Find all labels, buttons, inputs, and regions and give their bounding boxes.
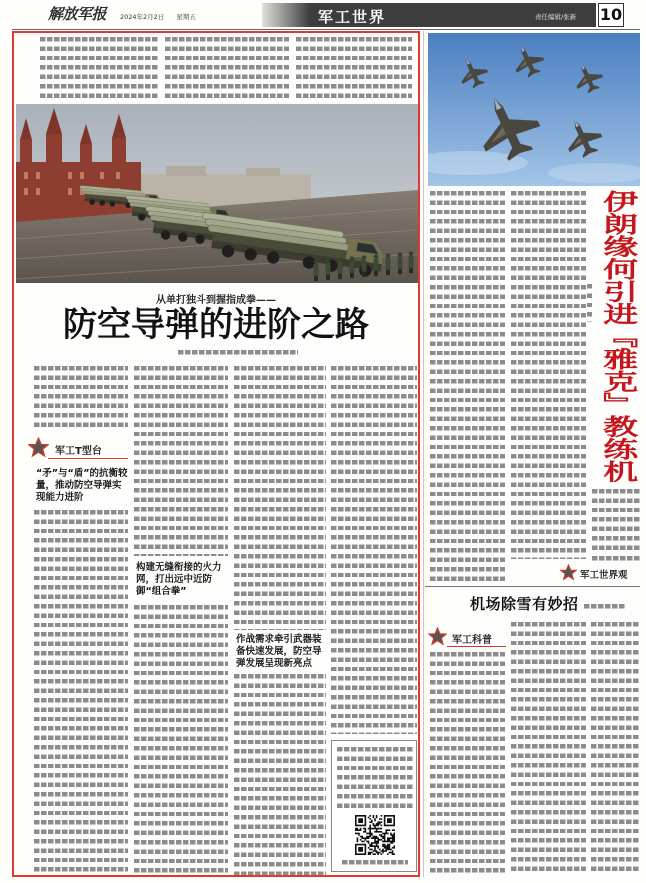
intro-text-col-2 (165, 37, 289, 101)
page-number: 10 (598, 3, 624, 27)
body-text (430, 652, 505, 875)
newspaper-logo: 解放军报 (48, 5, 107, 23)
issue-weekday: 星期五 (176, 13, 196, 21)
photo-caption (592, 556, 640, 561)
body-text (134, 366, 228, 556)
info-box-text (337, 747, 413, 809)
body-text (511, 191, 586, 559)
subhead-2: 构建无缝衔接的火力网，打出远中近防御“组合拳” (136, 562, 222, 597)
article-byline (178, 350, 298, 355)
section-separator (425, 586, 640, 587)
body-text (134, 605, 228, 875)
body-text (34, 366, 128, 432)
column-label-text: 军工世界观 (580, 570, 628, 581)
missile-parade-photo (16, 104, 418, 283)
star-icon (28, 437, 49, 458)
right-article-byline (587, 284, 592, 322)
bottom-article-byline (584, 604, 626, 609)
intro-text-col-3 (296, 37, 412, 101)
body-text (592, 489, 640, 552)
right-article-headline: 伊朗缘何引进『雅克』教练机 (597, 190, 638, 483)
body-text (234, 366, 326, 630)
section-title: 军工世界 (318, 8, 387, 26)
column-label-text: 军工科普 (452, 635, 492, 646)
column-label-worldview (560, 563, 640, 582)
qr-code[interactable] (355, 815, 395, 855)
article-headline: 防空导弹的进阶之路 (63, 305, 369, 345)
column-label-rule (447, 646, 506, 647)
editor-credit: 责任编辑/张新 (535, 13, 577, 21)
column-divider (423, 31, 424, 877)
issue-date: 2024年2月2日 (120, 13, 165, 21)
yak130-jets-photo (428, 33, 640, 186)
body-text (331, 366, 417, 734)
info-box-caption (342, 860, 408, 865)
header-rule (12, 29, 640, 30)
subhead-3: 作战需求牵引武器装备快速发展，防空导弹发展呈现新亮点 (236, 634, 322, 669)
star-icon (560, 564, 577, 581)
article-kicker: 从单打独斗到握指成拳—— (156, 295, 276, 306)
body-text (430, 191, 505, 582)
column-label-tstage (28, 437, 128, 459)
bottom-article-headline: 机场除雪有妙招 (470, 595, 579, 613)
intro-text-col-1 (40, 37, 158, 101)
subhead-1: “矛”与“盾”的抗衡较量，推动防空导弹实现能力进阶 (36, 468, 128, 503)
column-label-rule (48, 458, 128, 459)
body-text (511, 622, 586, 875)
body-text (34, 510, 128, 875)
qr-info-box (331, 740, 417, 872)
body-text (591, 622, 640, 875)
star-icon (428, 627, 447, 646)
dateline (120, 12, 196, 21)
body-text (234, 674, 326, 875)
column-label-text: 军工T型台 (55, 446, 102, 457)
section-banner (262, 3, 596, 27)
column-label-science (428, 627, 506, 649)
